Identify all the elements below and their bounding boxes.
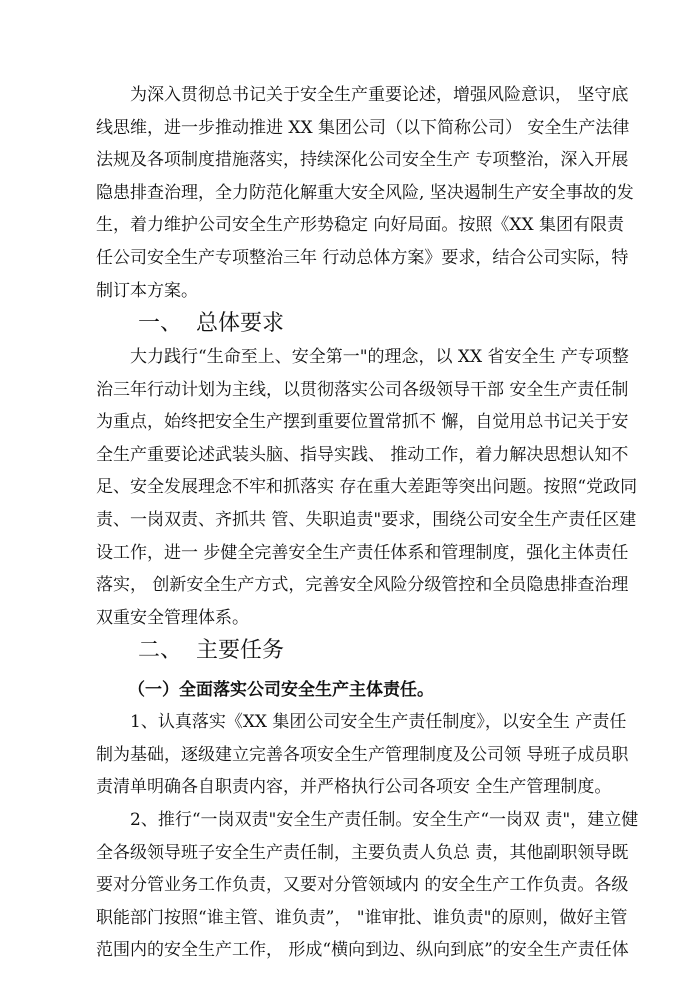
section-title: 总体要求 — [196, 311, 285, 336]
text-line: 线思维，进一步推动推进 XX 集团公司（以下简称公司） 安全生产法律 — [96, 117, 630, 138]
text-line: 制为基础，逐级建立完善各项安全生产管理制度及公司领 导班子成员职 — [96, 744, 629, 765]
text-line: 为深入贯彻总书记关于安全生产重要论述，增强风险意识， 坚守底 — [130, 85, 629, 105]
text-line: 设工作，进一 步健全完善安全生产责任体系和管理制度，强化主体责任 — [96, 542, 629, 563]
text-line: 法规及各项制度措施落实，持续深化公司安全生产 专项整治，深入开展 — [96, 150, 629, 171]
section-number: 二、 — [138, 638, 183, 663]
text-line: 责、一岗双责、齐抓共 管、失职追责"要求，围绕公司安全生产责任区建 — [96, 509, 637, 530]
text-line: 全各级领导班子安全生产责任制，主要负责人负总 责，其他副职领导既 — [96, 842, 629, 863]
text-line: 2、推行“一岗双责"安全生产责任制。安全生产“一岗双 责"，建立健 — [130, 810, 639, 830]
text-line: 大力践行“生命至上、安全第一"的理念，以 XX 省安全生 产专项整 — [130, 347, 629, 367]
text-line: 责清单明确各自职责内容，并严格执行公司各项安 全生产管理制度。 — [96, 777, 612, 798]
text-line: 落实， 创新安全生产方式，完善安全风险分级管控和全员隐患排查治理 — [96, 575, 629, 596]
section-number: 一、 — [138, 311, 183, 336]
task-item-2 — [96, 804, 639, 967]
text-line: 隐患排查治理，全力防范化解重大安全风险, 坚决遏制生产安全事故的发 — [96, 182, 634, 203]
text-line: 生，着力维护公司安全生产形势稳定 向好局面。按照《XX 集团有限责 — [96, 215, 625, 236]
intro-paragraph — [96, 79, 634, 307]
text-line: 双重安全管理体系。 — [96, 607, 249, 628]
text-line: 制订本方案。 — [96, 280, 198, 301]
section-title: 主要任务 — [196, 638, 285, 663]
text-line: 为重点，始终把安全生产摆到重要位置常抓不 懈，自觉用总书记关于安 — [96, 412, 629, 433]
text-line: 全生产重要论述武装头脑、指导实践、 推动工作，着力解决思想认知不 — [96, 444, 629, 465]
section-heading-2 — [138, 636, 284, 666]
text-line: 职能部门按照“谁主管、谁负责”， "谁审批、谁负责"的原则，做好主管 — [96, 907, 628, 928]
section1-paragraph — [96, 341, 638, 634]
subsection-heading: （一）全面落实公司安全生产主体责任。 — [128, 680, 434, 700]
section-heading-1 — [138, 309, 284, 339]
text-line: 范围内的安全生产工作， 形成“横向到边、纵向到底”的安全生产责任体 — [96, 940, 629, 961]
text-line: 治三年行动计划为主线，以贯彻落实公司各级领导干部 安全生产责任制 — [96, 379, 629, 400]
text-line: 足、安全发展理念不牢和抓落实 存在重大差距等突出问题。按照“党政同 — [96, 477, 638, 498]
text-line: 任公司安全生产专项整治三年 行动总体方案》要求，结合公司实际，特 — [96, 247, 629, 268]
text-line: 1、认真落实《XX 集团公司安全生产责任制度》，以安全生 产责任 — [130, 712, 627, 732]
task-item-1 — [96, 706, 629, 804]
text-line: 要对分管业务工作负责，又要对分管领域内 的安全生产工作负责。各级 — [96, 875, 629, 896]
